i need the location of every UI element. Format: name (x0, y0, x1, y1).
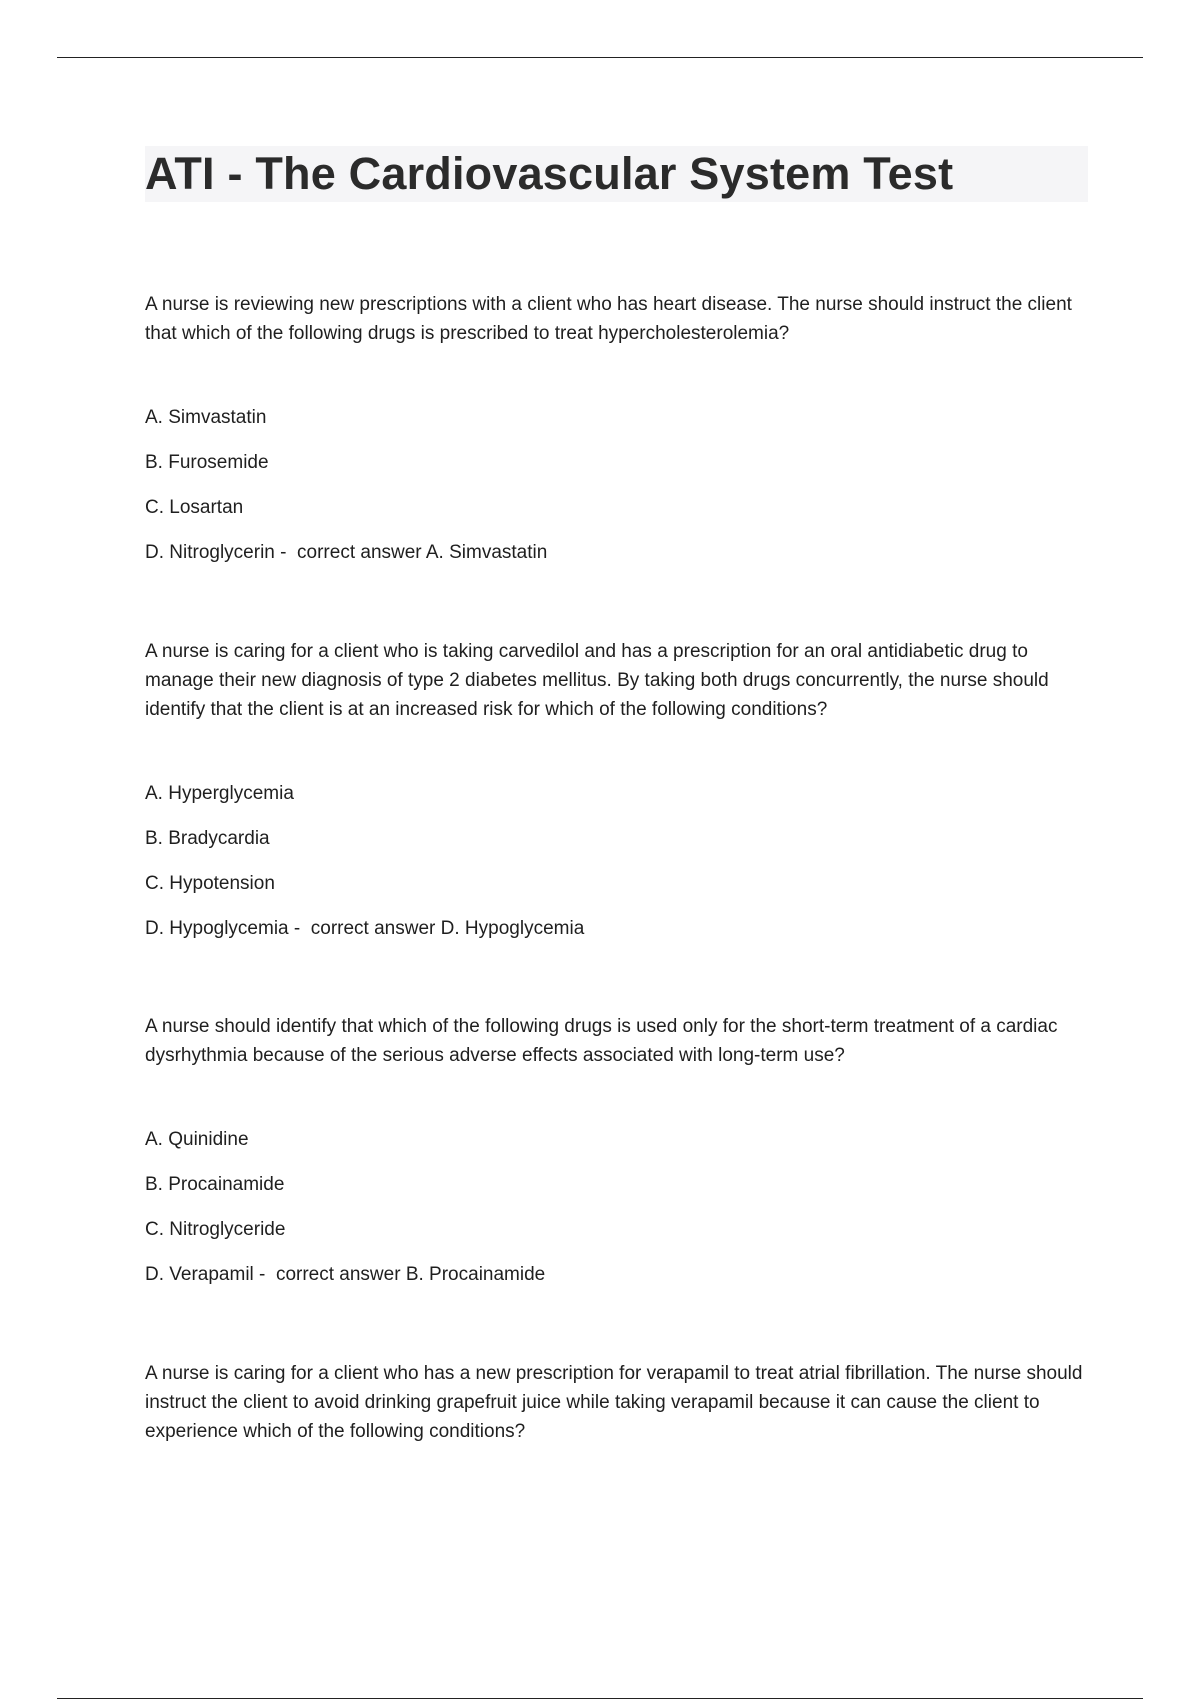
question-2 (145, 637, 1095, 943)
option-d-with-answer (145, 1260, 1095, 1289)
bottom-divider (57, 1698, 1143, 1699)
option-b: B. Procainamide (145, 1174, 285, 1195)
question-text: A nurse is reviewing new prescriptions with a client who has heart disease. The nurse should instruct the client that which of the following drugs is prescribed to treat hypercholesterolemia? (145, 294, 1072, 344)
question-text: A nurse is caring for a client who is taking carvedilol and has a prescription for an oral antidiabetic drug to manage their new diagnosis of type 2 diabetes mellitus. By taking both drugs concurrently, the nurse should identify that the client is at an increased risk for which of the following conditions? (145, 641, 1049, 720)
question-text: A nurse should identify that which of the following drugs is used only for the short-term treatment of a cardiac dysrhythmia because of the serious adverse effects associated with long-term use? (145, 1016, 1058, 1066)
question-3 (145, 1012, 1095, 1289)
option-b: B. Bradycardia (145, 828, 270, 849)
correct-answer-label: - correct answer (288, 918, 441, 939)
question-text: A nurse is caring for a client who has a new prescription for verapamil to treat atrial fibrillation. The nurse should instruct the client to avoid drinking grapefruit juice while taking verapamil because it can cause the client to experience which of the following conditions? (145, 1363, 1083, 1442)
option-d: D. Hypoglycemia (145, 918, 289, 939)
question-4 (145, 1359, 1095, 1446)
option-d: D. Verapamil (145, 1264, 254, 1285)
option-d: D. Nitroglycerin (145, 542, 275, 563)
answer-options (145, 403, 1095, 567)
answer-options (145, 1125, 1095, 1289)
option-c: C. Nitroglyceride (145, 1219, 286, 1240)
option-a: A. Simvastatin (145, 407, 267, 428)
correct-answer: D. Hypoglycemia (440, 918, 585, 939)
option-b: B. Furosemide (145, 452, 269, 473)
option-c: C. Hypotension (145, 873, 275, 894)
correct-answer: A. Simvastatin (425, 542, 548, 563)
question-1 (145, 290, 1095, 567)
option-d-with-answer (145, 538, 1095, 567)
answer-options (145, 779, 1095, 943)
correct-answer-label: - correct answer (253, 1264, 406, 1285)
option-a: A. Hyperglycemia (145, 783, 294, 804)
option-d-with-answer (145, 914, 1095, 943)
option-c: C. Losartan (145, 497, 244, 518)
option-a: A. Quinidine (145, 1129, 249, 1150)
document-title: ATI - The Cardiovascular System Test (145, 148, 954, 199)
correct-answer: B. Procainamide (405, 1264, 546, 1285)
top-divider (57, 57, 1143, 58)
correct-answer-label: - correct answer (274, 542, 426, 563)
